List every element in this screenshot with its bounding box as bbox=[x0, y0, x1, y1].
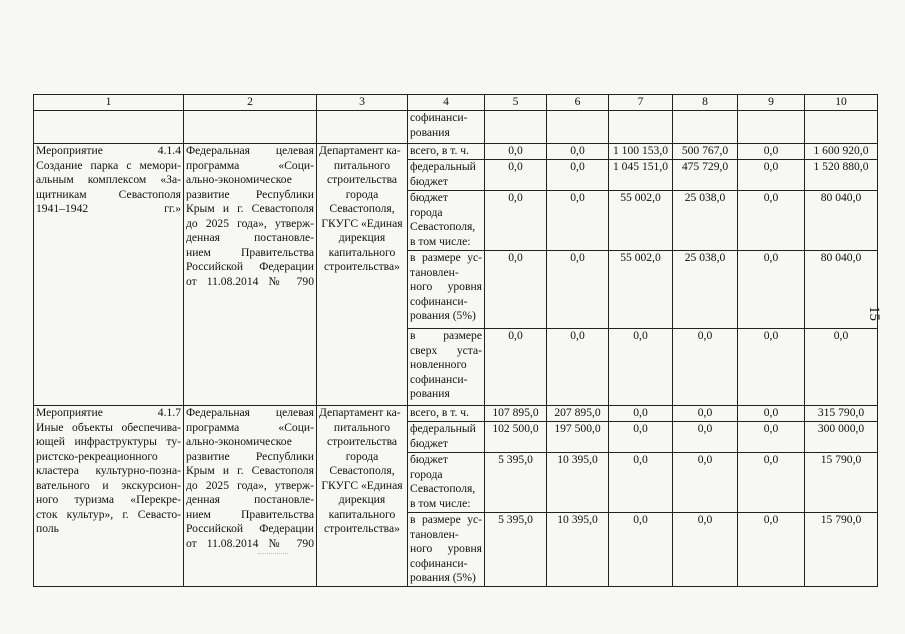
value-cell: 0,0 bbox=[673, 453, 738, 513]
text-line: ально-экономическое bbox=[186, 435, 292, 448]
value-cell: 0,0 bbox=[673, 329, 738, 406]
text-line: ного туризма «Перекре- bbox=[36, 493, 181, 506]
executor-cell bbox=[317, 406, 408, 587]
empty-cell bbox=[673, 111, 738, 144]
table-row bbox=[34, 144, 878, 160]
text-line: сверх уста- bbox=[410, 343, 482, 357]
text-line: строительства» bbox=[324, 522, 400, 535]
value-cell: 0,0 bbox=[609, 513, 673, 587]
text-line: бюджет bbox=[410, 453, 448, 466]
empty-cell bbox=[609, 111, 673, 144]
text-line: 1941–1942 гг.» bbox=[36, 202, 181, 215]
continuation-row bbox=[34, 111, 878, 144]
text-line: альным комплексом «За- bbox=[36, 173, 181, 186]
text-line: развитие Республики bbox=[186, 449, 314, 463]
value-cell: 500 767,0 bbox=[673, 144, 738, 160]
text-line: Департамент ка- bbox=[319, 144, 401, 157]
header-cell: 6 bbox=[547, 95, 609, 111]
text-line: софинанси- bbox=[410, 294, 468, 308]
table-row bbox=[34, 406, 878, 422]
text-line: Крым и г. Севастополя bbox=[186, 464, 314, 477]
text-line: ГКУГС «Единая bbox=[321, 216, 403, 230]
header-cell: 9 bbox=[738, 95, 805, 111]
text-line: капитального bbox=[328, 245, 396, 259]
funding-source-cell bbox=[408, 422, 485, 453]
value-cell: 300 000,0 bbox=[805, 422, 878, 453]
program-cell bbox=[184, 406, 317, 587]
text-line: города bbox=[410, 205, 443, 219]
value-cell: 197 500,0 bbox=[547, 422, 609, 453]
value-cell: 25 038,0 bbox=[673, 251, 738, 329]
value-cell: 5 395,0 bbox=[485, 513, 547, 587]
text-line: ристско-рекреационного bbox=[36, 449, 158, 463]
text-line: денная постановле- bbox=[186, 231, 314, 244]
text-line: софинанси- bbox=[410, 556, 468, 570]
text-line: Федеральная целевая bbox=[186, 144, 314, 157]
empty-cell bbox=[184, 111, 317, 144]
value-cell: 0,0 bbox=[738, 422, 805, 453]
value-cell: 0,0 bbox=[738, 329, 805, 406]
text-line: федеральный bbox=[410, 422, 476, 435]
text-line: Федеральная целевая bbox=[186, 406, 314, 419]
value-cell: 0,0 bbox=[609, 406, 673, 422]
text-line: Мероприятие 4.1.7 bbox=[36, 406, 181, 419]
text-line: Российской Федерации bbox=[186, 522, 314, 535]
text-line: софинанси- bbox=[410, 372, 468, 386]
scan-smudge bbox=[258, 553, 288, 558]
text-line: рования (5%) bbox=[410, 309, 476, 322]
value-cell: 0,0 bbox=[609, 453, 673, 513]
text-line: щитникам Севастополя bbox=[36, 187, 181, 201]
value-cell: 5 395,0 bbox=[485, 453, 547, 513]
value-cell: 0,0 bbox=[485, 144, 547, 160]
value-cell: 80 040,0 bbox=[805, 251, 878, 329]
text-line: города bbox=[345, 449, 379, 463]
value-cell: 475 729,0 bbox=[673, 160, 738, 191]
funding-source-cell bbox=[408, 453, 485, 513]
value-cell: 0,0 bbox=[738, 406, 805, 422]
value-cell: 0,0 bbox=[738, 160, 805, 191]
text-line: Мероприятие 4.1.4 bbox=[36, 144, 181, 157]
value-cell: 0,0 bbox=[805, 329, 878, 406]
text-line: развитие Республики bbox=[186, 187, 314, 201]
text-line: Крым и г. Севастополя bbox=[186, 202, 314, 215]
value-cell: 1 520 880,0 bbox=[805, 160, 878, 191]
value-cell: 1 045 151,0 bbox=[609, 160, 673, 191]
empty-cell bbox=[547, 111, 609, 144]
text-line: дирекция bbox=[338, 493, 386, 506]
text-line: ально-экономическое bbox=[186, 173, 292, 186]
value-cell: 0,0 bbox=[547, 191, 609, 251]
value-cell: 55 002,0 bbox=[609, 191, 673, 251]
text-line: рования bbox=[410, 125, 450, 139]
value-cell: 0,0 bbox=[609, 329, 673, 406]
value-cell: 0,0 bbox=[738, 513, 805, 587]
empty-cell bbox=[738, 111, 805, 144]
header-cell: 10 bbox=[805, 95, 878, 111]
text-line: от 11.08.2014 № 790 bbox=[186, 536, 314, 550]
funding-source-cell bbox=[408, 160, 485, 191]
header-cell: 5 bbox=[485, 95, 547, 111]
text-line: рования (5%) bbox=[410, 571, 476, 584]
text-line: Иные объекты обеспечива- bbox=[36, 420, 181, 434]
text-line: капитального bbox=[328, 507, 396, 521]
text-line: в размере bbox=[410, 329, 482, 342]
text-line: всего, в т. ч. bbox=[410, 144, 469, 157]
text-line: новленного bbox=[410, 358, 467, 371]
value-cell: 10 395,0 bbox=[547, 513, 609, 587]
page-number: 15 bbox=[866, 306, 882, 321]
value-cell: 10 395,0 bbox=[547, 453, 609, 513]
text-line: строительства bbox=[326, 435, 398, 448]
header-cell: 3 bbox=[317, 95, 408, 111]
text-line: Российской Федерации bbox=[186, 260, 314, 273]
text-line: нием Правительства bbox=[186, 507, 314, 521]
value-cell: 55 002,0 bbox=[609, 251, 673, 329]
value-cell: 102 500,0 bbox=[485, 422, 547, 453]
value-cell: 107 895,0 bbox=[485, 406, 547, 422]
text-line: дирекция bbox=[338, 231, 386, 244]
empty-cell bbox=[485, 111, 547, 144]
value-cell: 15 790,0 bbox=[805, 453, 878, 513]
value-cell: 25 038,0 bbox=[673, 191, 738, 251]
text-line: Севастополя, bbox=[410, 220, 476, 233]
funding-source-cell bbox=[408, 144, 485, 160]
value-cell: 0,0 bbox=[609, 422, 673, 453]
text-line: рования bbox=[410, 387, 450, 400]
text-line: питального bbox=[333, 420, 391, 434]
value-cell: 15 790,0 bbox=[805, 513, 878, 587]
funding-source-cell bbox=[408, 513, 485, 587]
value-cell: 0,0 bbox=[738, 191, 805, 251]
text-line: в том числе: bbox=[410, 234, 471, 248]
text-line: от 11.08.2014 № 790 bbox=[186, 274, 314, 288]
text-line: ГКУГС «Единая bbox=[321, 478, 403, 492]
text-line: ющей инфраструктуры ту- bbox=[36, 435, 181, 448]
text-line: Создание парка с мемори- bbox=[36, 158, 181, 172]
program-cell bbox=[184, 144, 317, 406]
text-line: федеральный bbox=[410, 160, 476, 173]
value-cell: 0,0 bbox=[485, 160, 547, 191]
empty-cell bbox=[317, 111, 408, 144]
text-line: нием Правительства bbox=[186, 245, 314, 259]
value-cell: 0,0 bbox=[738, 453, 805, 513]
header-cell: 8 bbox=[673, 95, 738, 111]
funding-source-cell bbox=[408, 111, 485, 144]
text-line: до 2025 года», утверж- bbox=[186, 478, 314, 492]
text-line: Севастополя, bbox=[329, 464, 395, 477]
value-cell: 1 100 153,0 bbox=[609, 144, 673, 160]
funding-source-cell bbox=[408, 329, 485, 406]
text-line: бюджет bbox=[410, 436, 448, 450]
value-cell: 0,0 bbox=[485, 251, 547, 329]
value-cell: 0,0 bbox=[485, 329, 547, 406]
value-cell: 0,0 bbox=[485, 191, 547, 251]
text-line: в размере ус- bbox=[410, 251, 482, 264]
text-line: ного уровня bbox=[410, 542, 482, 555]
text-line: Департамент ка- bbox=[319, 406, 401, 419]
executor-cell bbox=[317, 144, 408, 406]
header-cell: 4 bbox=[408, 95, 485, 111]
text-line: Севастополя, bbox=[329, 202, 395, 215]
text-line: денная постановле- bbox=[186, 493, 314, 506]
header-row bbox=[34, 95, 878, 111]
header-cell: 2 bbox=[184, 95, 317, 111]
value-cell: 0,0 bbox=[547, 329, 609, 406]
value-cell: 0,0 bbox=[547, 251, 609, 329]
text-line: сток культур», г. Севасто- bbox=[36, 507, 181, 521]
budget-table bbox=[33, 94, 878, 587]
text-line: города bbox=[345, 187, 379, 201]
funding-source-cell bbox=[408, 251, 485, 329]
funding-source-cell bbox=[408, 191, 485, 251]
value-cell: 315 790,0 bbox=[805, 406, 878, 422]
text-line: софинанси- bbox=[410, 111, 468, 124]
value-cell: 0,0 bbox=[547, 160, 609, 191]
value-cell: 0,0 bbox=[738, 144, 805, 160]
value-cell: 0,0 bbox=[673, 422, 738, 453]
text-line: программа «Соци- bbox=[186, 158, 314, 172]
funding-source-cell bbox=[408, 406, 485, 422]
text-line: питального bbox=[333, 158, 391, 172]
value-cell: 1 600 920,0 bbox=[805, 144, 878, 160]
value-cell: 0,0 bbox=[547, 144, 609, 160]
text-line: города bbox=[410, 467, 443, 481]
text-line: бюджет bbox=[410, 191, 448, 204]
value-cell: 80 040,0 bbox=[805, 191, 878, 251]
text-line: ного уровня bbox=[410, 280, 482, 293]
header-cell: 7 bbox=[609, 95, 673, 111]
text-line: бюджет bbox=[410, 174, 448, 188]
value-cell: 0,0 bbox=[673, 406, 738, 422]
empty-cell bbox=[805, 111, 878, 144]
text-line: тановлен- bbox=[410, 527, 459, 541]
text-line: вательного и экскурсион- bbox=[36, 478, 181, 492]
text-line: до 2025 года», утверж- bbox=[186, 216, 314, 230]
empty-cell bbox=[34, 111, 184, 144]
text-line: кластера культурно-позна- bbox=[36, 464, 181, 477]
value-cell: 0,0 bbox=[738, 251, 805, 329]
text-line: всего, в т. ч. bbox=[410, 406, 469, 419]
text-line: в том числе: bbox=[410, 496, 471, 510]
value-cell: 207 895,0 bbox=[547, 406, 609, 422]
text-line: строительства» bbox=[324, 260, 400, 273]
text-line: Севастополя, bbox=[410, 482, 476, 495]
measure-cell bbox=[34, 406, 184, 587]
text-line: строительства bbox=[326, 173, 398, 186]
text-line: тановлен- bbox=[410, 265, 459, 279]
header-cell: 1 bbox=[34, 95, 184, 111]
text-line: поль bbox=[36, 522, 59, 535]
text-line: в размере ус- bbox=[410, 513, 482, 526]
text-line: программа «Соци- bbox=[186, 420, 314, 434]
measure-cell bbox=[34, 144, 184, 406]
value-cell: 0,0 bbox=[673, 513, 738, 587]
